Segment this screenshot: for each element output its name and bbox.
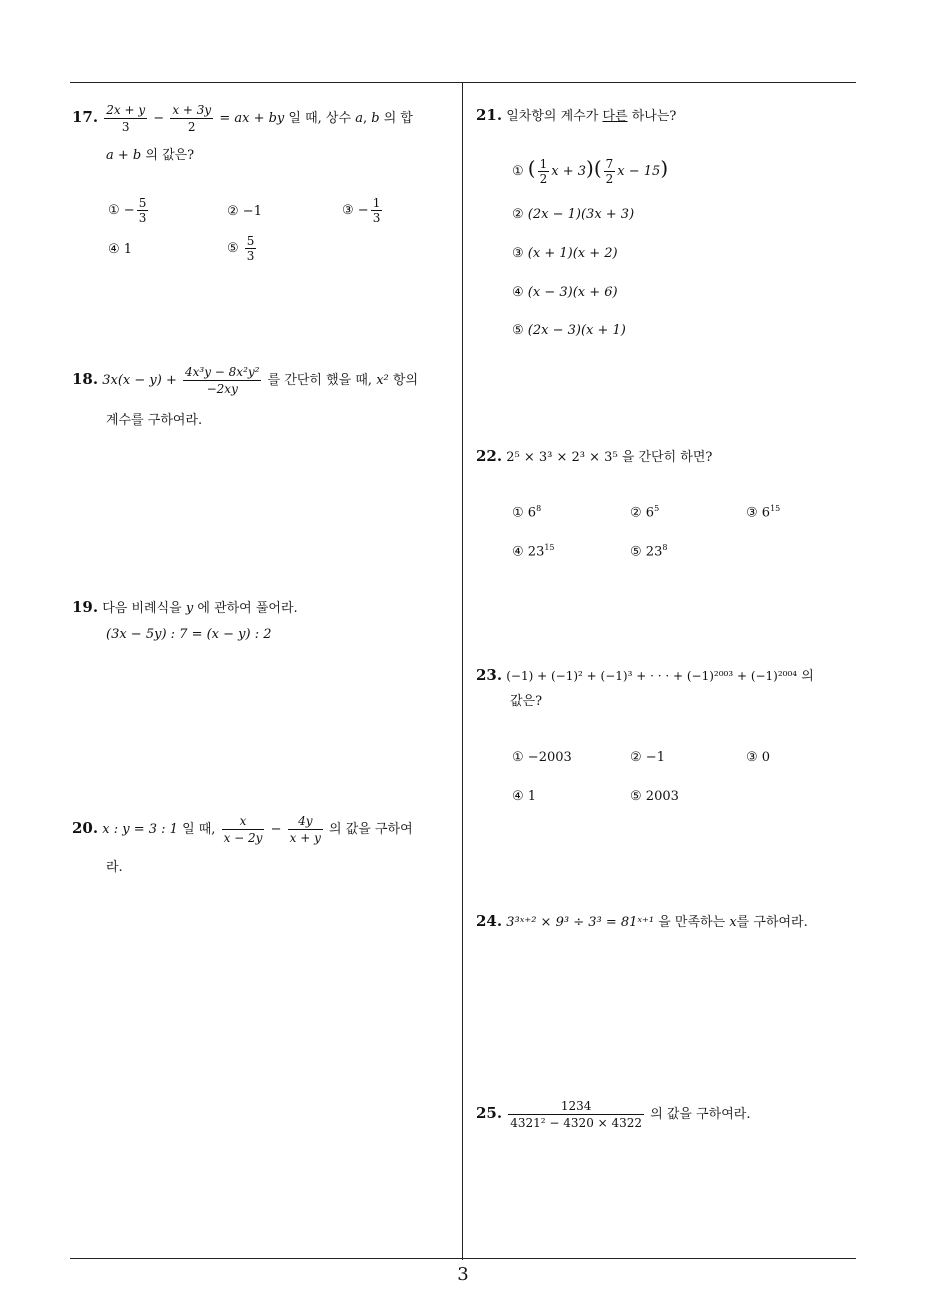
question-number: 23. <box>476 666 503 684</box>
option-1[interactable]: ① −2003 <box>512 750 572 765</box>
question-number: 17. <box>72 108 99 127</box>
option-2[interactable]: ② −1 <box>227 204 262 219</box>
option-4[interactable]: ④ $23^{15}$ <box>512 543 555 560</box>
question-19-line2: (3x − 5y) : 7 = (x − y) : 2 <box>106 627 272 642</box>
question-18-line2: 계수를 구하여라. <box>106 413 203 428</box>
fraction: $\frac{x}{x - 2y}$ <box>223 814 263 846</box>
column-divider <box>462 82 463 1260</box>
fraction: $\frac{4y}{x + y}$ <box>289 814 321 846</box>
option-4[interactable]: ④ 1 <box>108 242 133 257</box>
fraction: $\frac{1234}{\text{4321² − 4320 × 4322}}$ <box>510 1099 643 1131</box>
option-2[interactable]: ② (2x − 1)(3x + 3) <box>512 207 635 222</box>
page-number: 3 <box>457 1264 469 1285</box>
question-number: 24. <box>476 912 503 930</box>
question-19: 19. 다음 비례식을 y 에 관하여 풀어라. <box>72 598 298 616</box>
option-2[interactable]: ② $6^5$ <box>630 504 660 521</box>
question-25: 25. $\frac{1234}{\text{4321² − 4320 × 4322}}$ 의 값을 구하여라. <box>476 1099 751 1131</box>
question-17: 17. $\frac{2x + y}{3}$ − $\frac{x + 3y}{2}$ = ax + by 일 때, 상수 a, b 의 합 <box>72 103 413 135</box>
question-number: 19. <box>72 598 99 616</box>
option-4[interactable]: ④ 1 <box>512 789 537 804</box>
fraction: $\frac{x + 3y}{2}$ <box>172 103 212 135</box>
option-3[interactable]: ③ $6^{15}$ <box>746 504 781 521</box>
question-number: 21. <box>476 106 503 124</box>
option-1[interactable]: ① $6^8$ <box>512 504 542 521</box>
question-23: 23. (−1) + (−1)² + (−1)³ + · · · + (−1)²⁰⁰³ + (−1)²⁰⁰⁴ 의 <box>476 666 814 684</box>
question-20: 20. x : y = 3 : 1 일 때, $\frac{x}{x - 2y}$ − $\frac{4y}{x + y}$ 의 값을 구하여 <box>72 814 413 846</box>
option-3[interactable]: ③ 0 <box>746 750 771 765</box>
fraction: $\frac{\text{4x³y − 8x²y²}}{-2xy}$ <box>185 365 260 397</box>
option-3[interactable]: ③ − $\frac{1}{3}$ <box>342 196 381 225</box>
question-20-line2: 라. <box>106 860 123 875</box>
option-5[interactable]: ⑤ (2x − 3)(x + 1) <box>512 323 626 338</box>
question-18: 18. 3x(x − y) + $\frac{\text{4x³y − 8x²y²}}{-2xy}$ 를 간단히 했을 때, x² 항의 <box>72 365 419 397</box>
question-23-line2: 값은? <box>510 694 543 709</box>
option-1[interactable]: ① − $\frac{5}{3}$ <box>108 196 147 225</box>
option-3[interactable]: ③ (x + 1)(x + 2) <box>512 246 618 261</box>
question-22: 22. 2⁵ × 3³ × 2³ × 3⁵ 을 간단히 하면? <box>476 447 713 465</box>
option-4[interactable]: ④ (x − 3)(x + 6) <box>512 285 618 300</box>
question-17-line2: a + b 의 값은? <box>106 148 195 163</box>
question-24: 24. 3³ˣ⁺² × 9³ ÷ 3³ = 81ˣ⁺¹ 을 만족하는 x를 구하여라. <box>476 912 808 930</box>
fraction: $\frac{2x + y}{3}$ <box>106 103 146 135</box>
option-5[interactable]: ⑤ $\frac{5}{3}$ <box>227 234 255 263</box>
question-number: 22. <box>476 447 503 465</box>
question-number: 25. <box>476 1104 503 1123</box>
option-1[interactable]: ① ( $\frac{1}{2}$ x + 3)( $\frac{7}{2}$ x − 15) <box>512 156 669 186</box>
question-number: 18. <box>72 370 99 389</box>
question-21: 21. 일차항의 계수가 다른 하나는? <box>476 106 677 124</box>
bottom-rule <box>70 1258 856 1259</box>
option-5[interactable]: ⑤ 2003 <box>630 789 679 804</box>
top-rule <box>70 82 856 83</box>
option-5[interactable]: ⑤ $23^8$ <box>630 543 668 560</box>
option-2[interactable]: ② −1 <box>630 750 665 765</box>
question-number: 20. <box>72 819 99 838</box>
